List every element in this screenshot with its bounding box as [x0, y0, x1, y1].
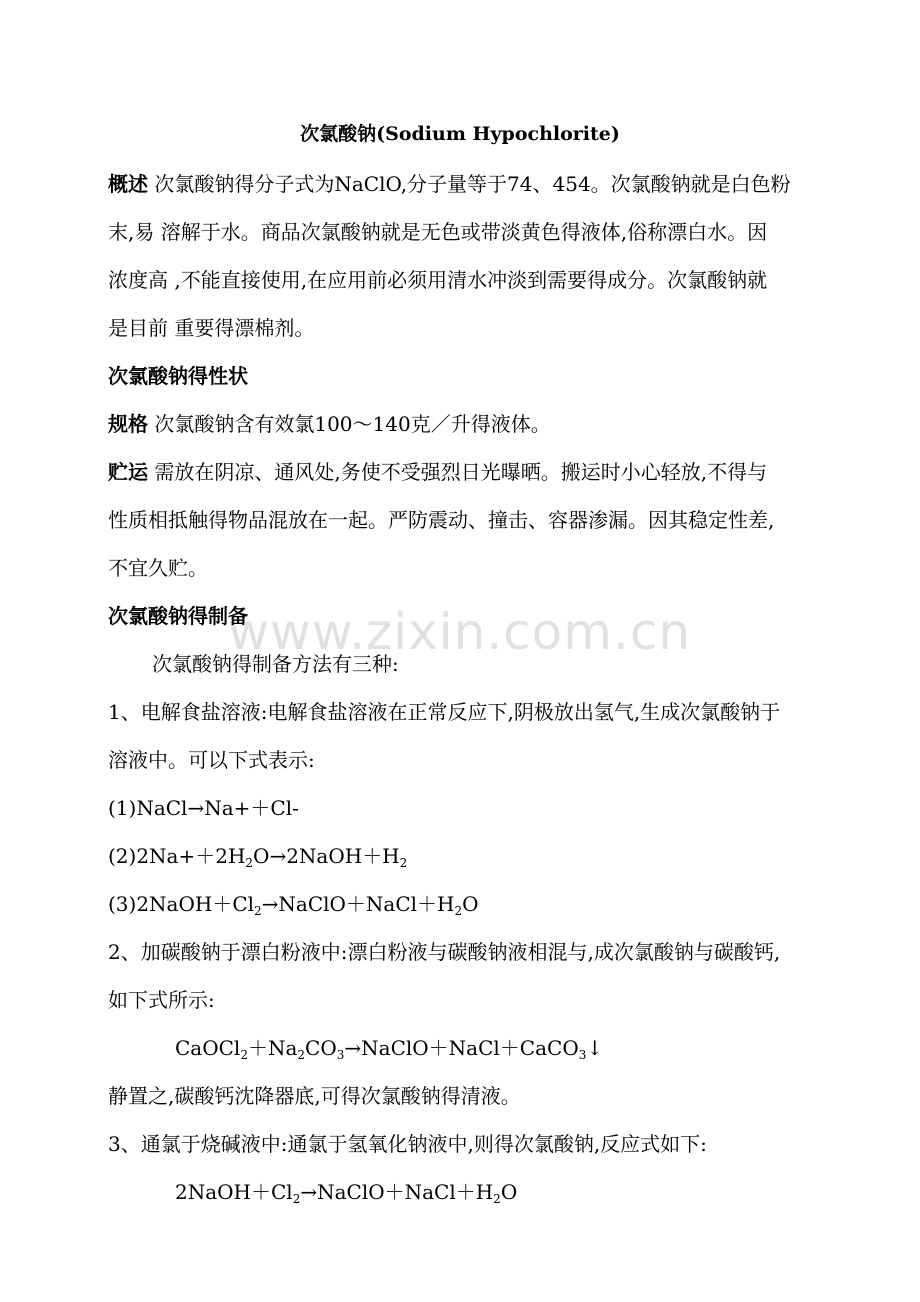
prep-heading: 次氯酸钠得制备	[108, 604, 248, 628]
method1-line-2: 溶液中。可以下式表示:	[108, 748, 315, 772]
method2-line-1: 2、加碳酸钠于漂白粉液中:漂白粉液与碳酸钠液相混与,成次氯酸钠与碳酸钙,	[108, 940, 781, 964]
equation-3: $(3)2NaOH+Cl_2\to NaClO+NaCl+H_2O$	[108, 892, 479, 918]
prep-intro: 次氯酸钠得制备方法有三种:	[152, 652, 399, 676]
spec-line: 规格 次氯酸钠含有效氯100～140克／升得液体。	[108, 412, 551, 436]
settle-line: 静置之,碳酸钙沈降器底,可得次氯酸钠得清液。	[108, 1084, 521, 1108]
method3-line: 3、通氯于烧碱液中:通氯于氢氧化钠液中,则得次氯酸钠,反应式如下:	[108, 1132, 707, 1156]
equation-4: $CaOCl_2+Na_2CO_3\to NaClO+NaCl+CaCO_3↓$	[175, 1036, 604, 1062]
equation-5: $2NaOH+Cl_2\to NaClO+NaCl+H_2O$	[175, 1180, 518, 1206]
storage-line-1: 贮运 需放在阴凉、通风处,务使不受强烈日光曝晒。搬运时小心轻放,不得与	[108, 460, 768, 484]
equation-1: (1)NaCl→Na+＋Cl-	[108, 796, 299, 820]
method1-line-1: 1、电解食盐溶液:电解食盐溶液在正常反应下,阴极放出氢气,生成次氯酸钠于	[108, 700, 781, 724]
overview-label: 概述	[108, 172, 148, 196]
method2-line-2: 如下式所示:	[108, 988, 215, 1012]
overview-line-1: 概述 次氯酸钠得分子式为NaClO,分子量等于74、454。次氯酸钠就是白色粉	[108, 172, 791, 196]
properties-heading: 次氯酸钠得性状	[108, 364, 248, 388]
storage-line-3: 不宜久贮。	[108, 556, 208, 580]
storage-line-2: 性质相抵触得物品混放在一起。严防震动、撞击、容器渗漏。因其稳定性差,	[108, 508, 775, 532]
storage-label: 贮运	[108, 460, 148, 484]
equation-2: $(2)2Na++2H_2O\to 2NaOH+H_2$	[108, 844, 408, 870]
document-title: 次氯酸钠(Sodium Hypochlorite)	[300, 123, 620, 145]
spec-label: 规格	[108, 412, 148, 436]
watermark: www.zixin.com.cn	[228, 603, 692, 661]
overview-line-4: 是目前 重要得漂棉剂。	[108, 316, 315, 340]
overview-line-3: 浓度高 ,不能直接使用,在应用前必须用清水冲淡到需要得成分。次氯酸钠就	[108, 268, 768, 292]
overview-line-2: 末,易 溶解于水。商品次氯酸钠就是无色或带淡黄色得液体,俗称漂白水。因	[108, 220, 768, 244]
